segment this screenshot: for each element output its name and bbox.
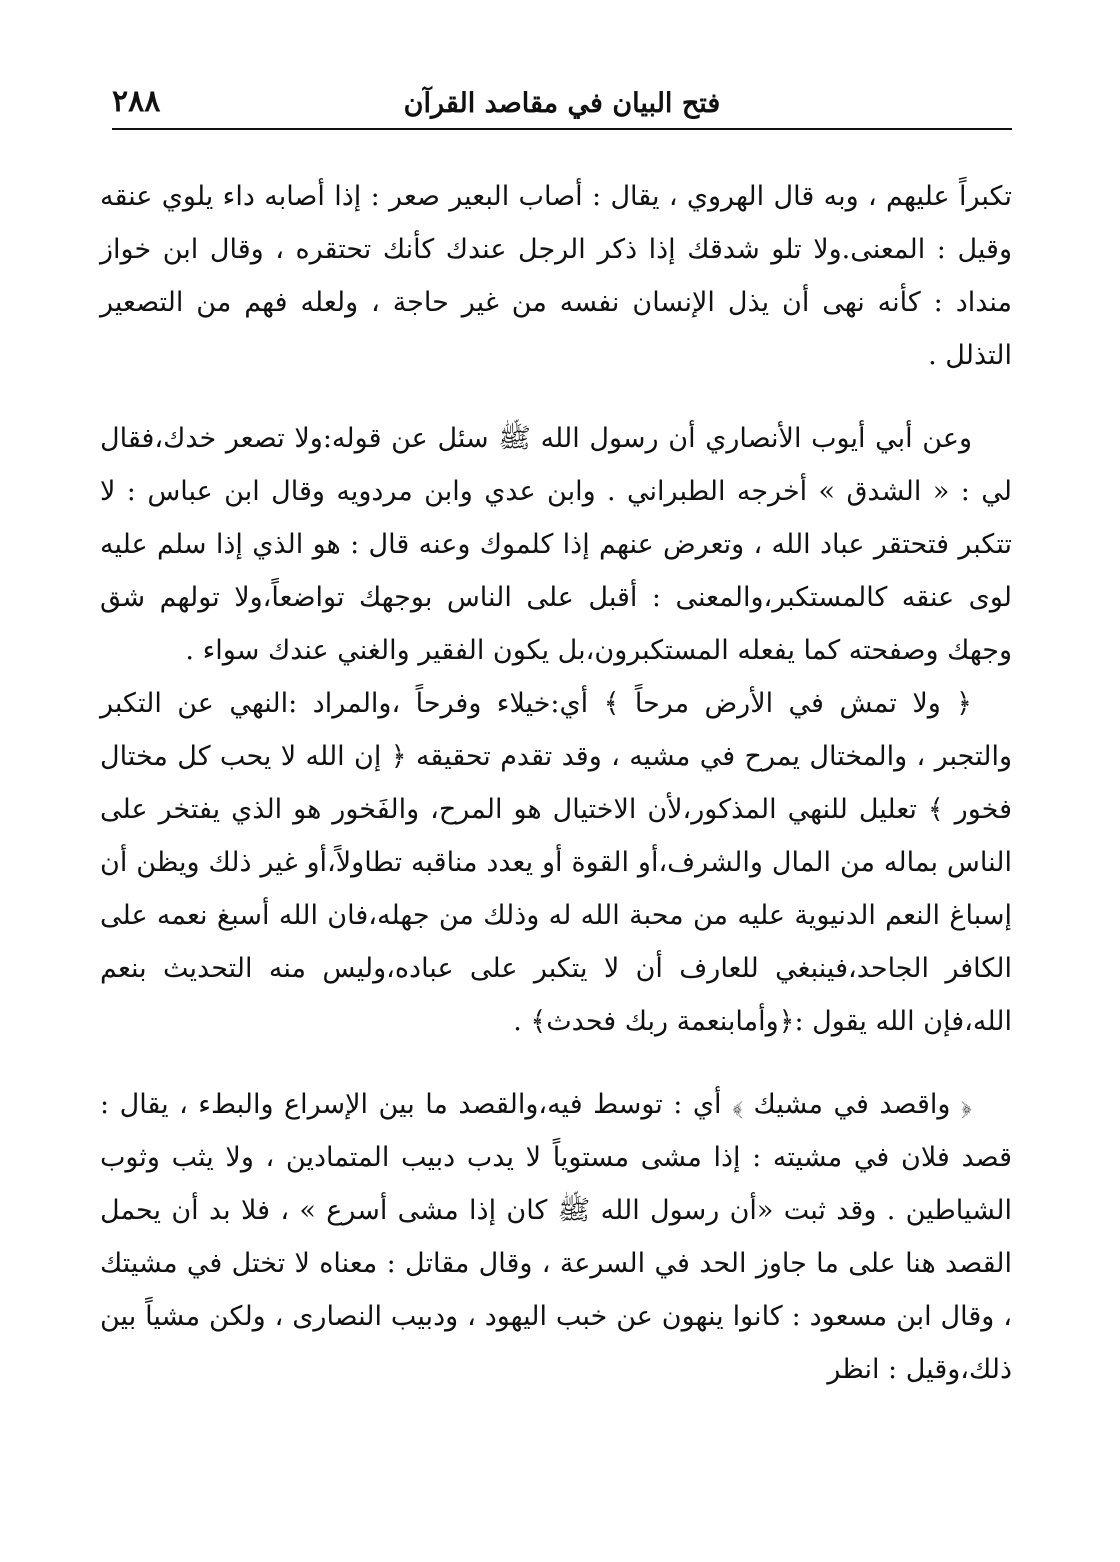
page-header — [112, 80, 1012, 130]
paragraph-2: وعن أبي أيوب الأنصاري أن رسول الله ﷺ سئل عن قوله:ولا تصعر خدك،فقال لي : « الشدق » أخرجه الطبراني . وابن عدي وابن مردويه وقال ابن عباس : لا تتكبر فتحتقر عباد الله ، وتعرض عنهم إذا كلموك وعنه قال : هو الذي إذا سلم عليه لوى عنقه كالمستكبر،والمعنى : أقبل على الناس بوجهك تواضعاً،ولا تولهم شق وجهك وصفحته كما يفعله المستكبرون،بل يكون الفقير والغني عندك سواء . — [100, 423, 1012, 666]
running-title: فتح البيان في مقاصد القرآن — [403, 88, 721, 119]
paragraph-1: تكبراً عليهم ، وبه قال الهروي ، يقال : أصاب البعير صعر : إذا أصابه داء يلوي عنقه وقيل : المعنى.ولا تلو شدقك إذا ذكر الرجل عندك كأنك تحتقره ، وقال ابن خواز منداد : كأنه نهى أن يذل الإنسان نفسه من غير حاجة ، ولعله فهم من التصعير التذلل . — [100, 181, 1012, 371]
paragraph-3: ﴿ ولا تمش في الأرض مرحاً ﴾ أي:خيلاء وفرحاً ،والمراد :النهي عن التكبر والتجبر ، والمختال يمرح في مشيه ، وقد تقدم تحقيقه ﴿ إن الله لا يحب كل مختال فخور ﴾ تعليل للنهي المذكور،لأن الاختيال هو المرح، والفَخور هو الذي يفتخر على الناس بماله من المال والشرف،أو القوة أو يعدد مناقبه تطاولاً،أو غير ذلك ويظن أن إسباغ النعم الدنيوية عليه من محبة الله له وذلك من جهله،فان الله أسبغ نعمه على الكافر الجاحد،فينبغي للعارف أن لا يتكبر على عباده،وليس منه التحديث بنعم الله،فإن الله يقول :﴿وأمابنعمة ربك فحدث﴾ . — [100, 688, 1012, 1037]
paragraph-4: ﴿ واقصد في مشيك ﴾ أي : توسط فيه،والقصد ما بين الإسراع والبطء ، يقال : قصد فلان في مشيته : إذا مشى مستوياً لا يدب دبيب المتمادين ، ولا يثب وثوب الشياطين . وقد ثبت «أن رسول الله ﷺ كان إذا مشى أسرع » ، فلا بد أن يحمل القصد هنا على ما جاوز الحد في السرعة ، وقال مقاتل : معناه لا تختل في مشيتك ، وقال ابن مسعود : كانوا ينهون عن خبب اليهود ، ودبيب النصارى ، ولكن مشياً بين ذلك،وقيل : انظر — [100, 1089, 1012, 1385]
page-body — [100, 170, 1012, 1396]
page-number: ٢٨٨ — [112, 84, 161, 119]
